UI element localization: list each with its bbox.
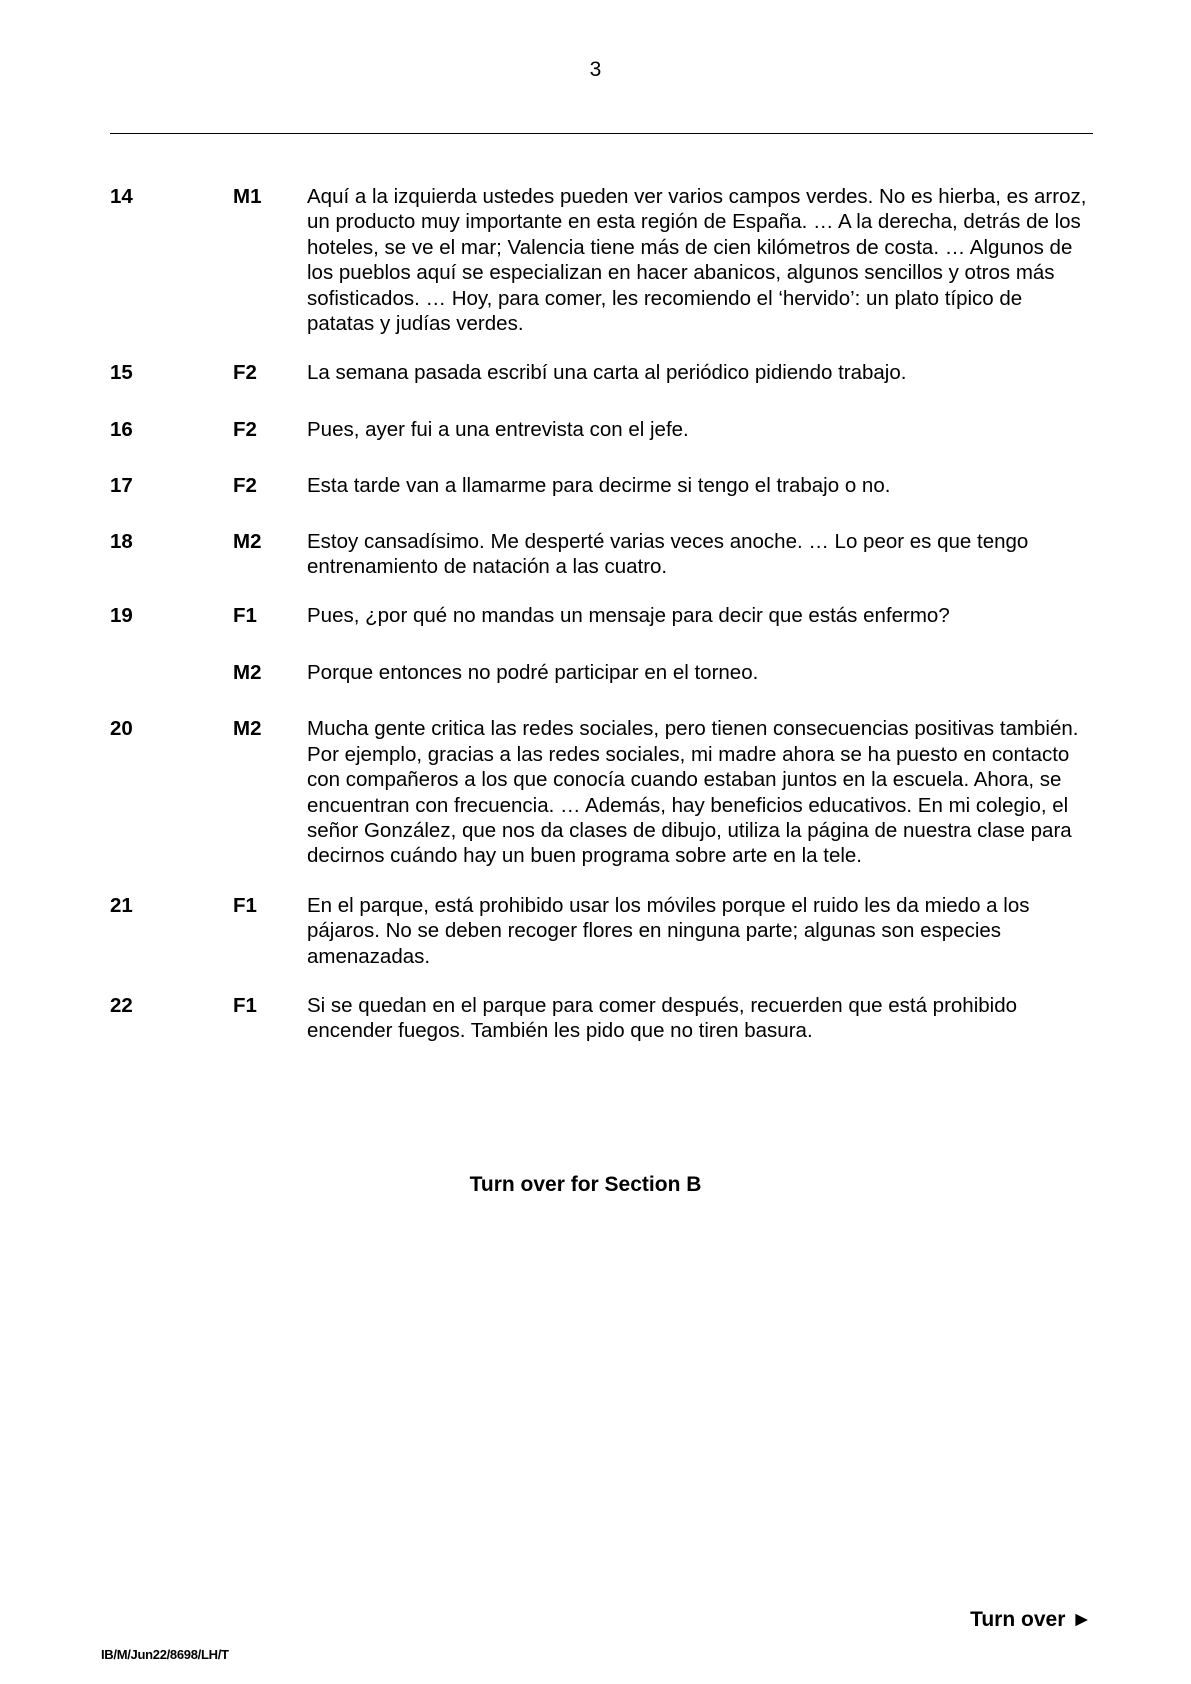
transcript-entry-18	[110, 529, 1095, 580]
speaker-label: F1	[233, 993, 257, 1017]
transcript-entry-19	[110, 603, 1095, 628]
speaker-label: M1	[233, 185, 262, 208]
transcript-text: Porque entonces no podré participar en el torneo.	[307, 660, 759, 684]
transcript-text: La semana pasada escribí una carta al periódico pidiendo trabajo.	[307, 361, 907, 385]
question-number: 20	[110, 717, 133, 741]
question-number: 18	[110, 529, 133, 553]
speaker-label: F2	[233, 474, 257, 498]
document-reference: IB/M/Jun22/8698/LH/T	[101, 1647, 229, 1662]
transcript-entry-20	[110, 716, 1095, 868]
speaker-label: F2	[233, 361, 257, 385]
speaker-label: M2	[233, 660, 262, 684]
turn-over-label: Turn over ►	[970, 1608, 1092, 1631]
transcript-text: En el parque, está prohibido usar los móviles porque el ruido les da miedo a los pájaros. No se deben recoger flores en ninguna parte; algunas son especies amenazadas.	[307, 893, 1030, 968]
transcript-entry-19-reply	[110, 660, 1095, 685]
section-b-note: Turn over for Section B	[469, 1173, 702, 1196]
question-number: 22	[110, 993, 133, 1017]
transcript-entry-16	[110, 417, 1095, 442]
transcript-text: Estoy cansadísimo. Me desperté varias veces anoche. … Lo peor es que tengo entrenamiento de natación a las cuatro.	[307, 529, 1029, 579]
transcript-text: Aquí a la izquierda ustedes pueden ver varios campos verdes. No es hierba, es arroz, un producto muy importante en esta región de España. … A la derecha, detrás de los hoteles, se ve el mar; Valencia tiene más de cien kilómetros de costa. … Algunos de los pueblos aquí se especializan en hacer abanicos, algunos sencillos y otros más sofisticados. … Hoy, para comer, les recomiendo el ‘hervido’: un plato típico de patatas y judías verdes.	[307, 185, 1087, 336]
speaker-label: M2	[233, 529, 262, 553]
transcript-entry-22	[110, 993, 1095, 1044]
header-divider	[110, 133, 1093, 134]
transcript-entry-17	[110, 473, 1095, 498]
transcript-text: Mucha gente critica las redes sociales, pero tienen consecuencias positivas también. Por ejemplo, gracias a las redes sociales, mi madre ahora se ha puesto en contacto con compañeros a los que conocía cuando estaban juntos en la escuela. Ahora, se encuentran con frecuencia. … Además, hay beneficios educativos. En mi colegio, el señor González, que nos da clases de dibujo, utiliza la página de nuestra clase para decirnos cuándo hay un buen programa sobre arte en la tele.	[307, 717, 1079, 868]
transcript-entry-21	[110, 893, 1095, 969]
transcript-text: Si se quedan en el parque para comer después, recuerden que está prohibido encender fuegos. También les pido que no tiren basura.	[307, 993, 1018, 1043]
question-number: 14	[110, 185, 133, 208]
question-number: 21	[110, 893, 133, 917]
transcript-entry-14	[110, 184, 1095, 336]
speaker-label: F1	[233, 893, 257, 917]
speaker-label: F2	[233, 417, 257, 441]
question-number: 16	[110, 417, 133, 441]
speaker-label: M2	[233, 717, 262, 741]
question-number: 19	[110, 604, 133, 628]
speaker-label: F1	[233, 604, 257, 628]
transcript-list	[110, 184, 1095, 1044]
question-number: 17	[110, 474, 133, 498]
transcript-text: Esta tarde van a llamarme para decirme si tengo el trabajo o no.	[307, 474, 891, 498]
transcript-text: Pues, ¿por qué no mandas un mensaje para decir que estás enfermo?	[307, 604, 950, 628]
transcript-entry-15	[110, 360, 1095, 385]
page-number: 3	[589, 58, 602, 81]
transcript-text: Pues, ayer fui a una entrevista con el jefe.	[307, 417, 689, 441]
question-number: 15	[110, 361, 133, 385]
